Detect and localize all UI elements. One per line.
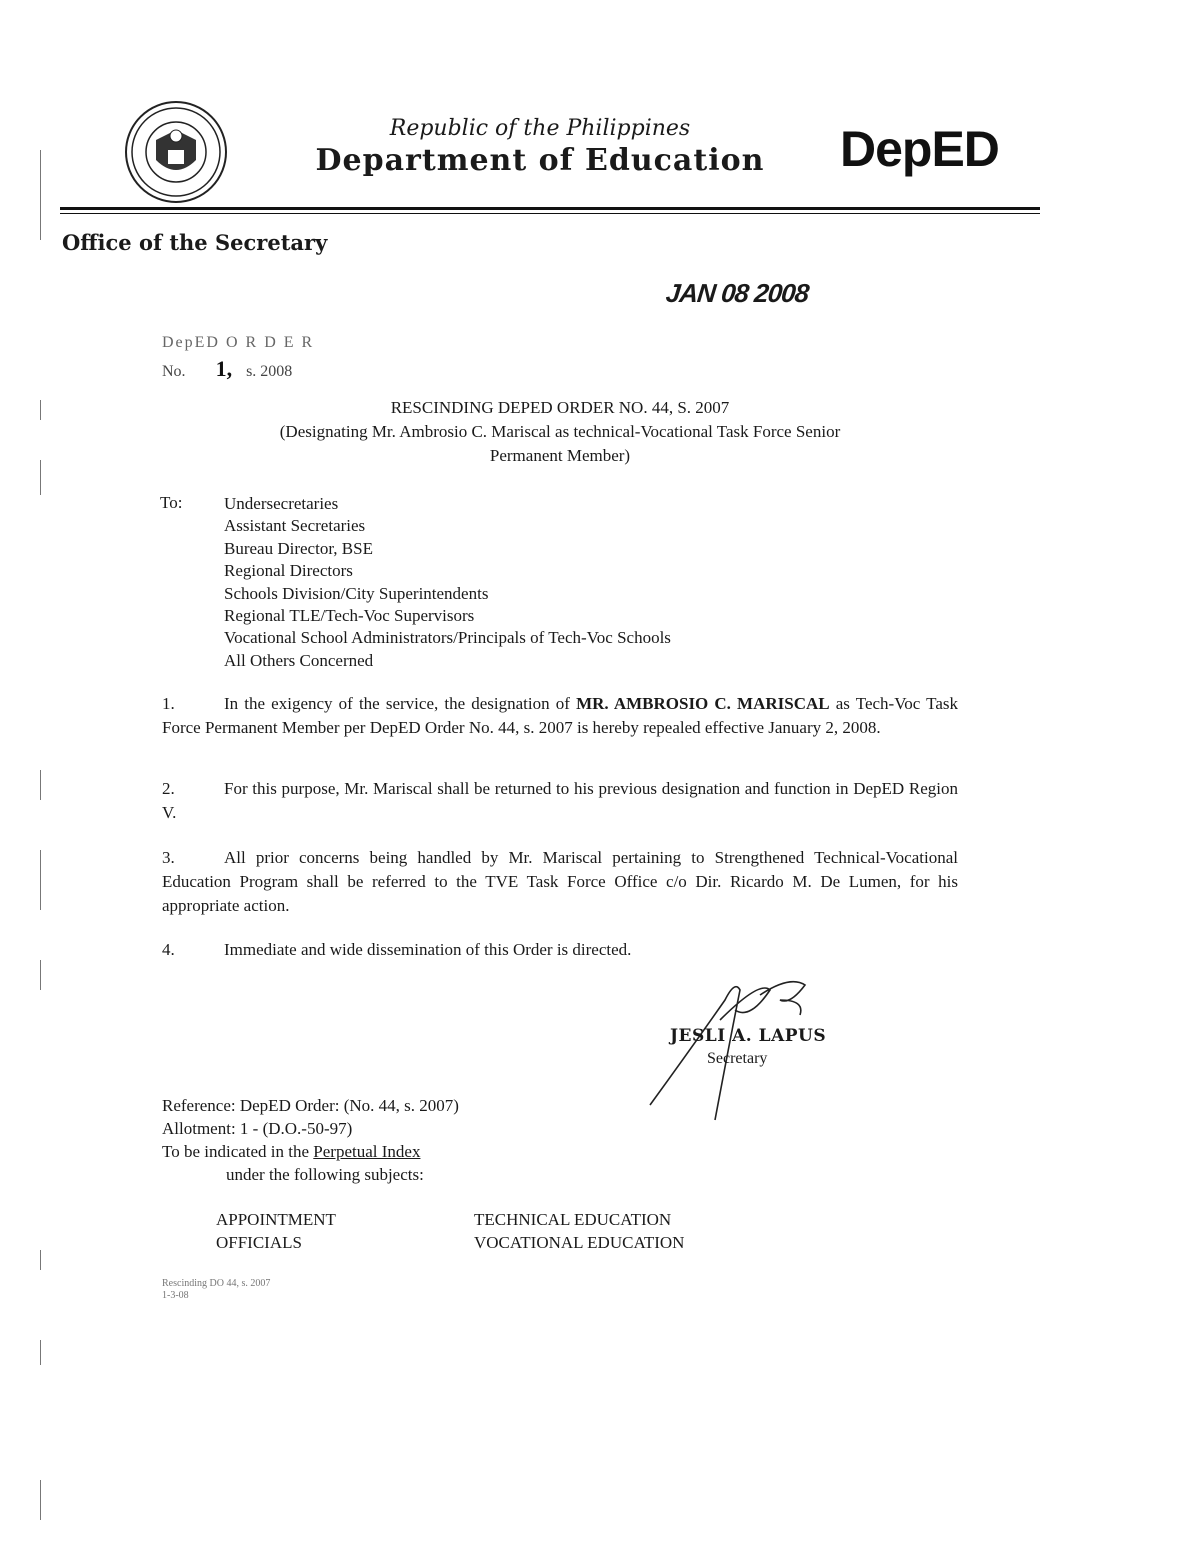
paragraph-text: Immediate and wide dissemination of this Order is directed. [224,940,632,959]
date-stamp: JAN 08 2008 [664,278,810,308]
reference-line: Reference: DepED Order: (No. 44, s. 2007) [162,1096,459,1115]
office-title: Office of the Secretary [62,230,328,255]
recipient-item: Schools Division/City Superintendents [224,583,489,603]
republic-heading: Republic of the Philippines [389,116,691,141]
subject-item: APPOINTMENT [216,1210,336,1229]
scan-artifact [40,960,41,990]
subjects-left [216,1208,336,1254]
subject-item: TECHNICAL EDUCATION [474,1210,672,1229]
scan-artifact [40,460,41,495]
file-date: 1-3-08 [162,1290,189,1301]
order-subtitle-line1: (Designating Mr. Ambrosio C. Mariscal as technical-Vocational Task Force Senior [279,422,841,441]
order-series: s. 2008 [246,363,293,380]
order-no-prefix: No. [162,363,186,380]
recipient-item: Undersecretaries [224,494,339,513]
paragraph-number: 1. [162,694,175,713]
paragraph-2 [162,777,958,825]
department-heading: Department of Education [315,143,765,178]
subject-item: OFFICIALS [216,1233,302,1252]
scan-artifact [40,150,41,240]
paragraph-text: as Tech-Voc Task Force Permanent Member per DepED Order No. 44, s. 2007 is hereby repealed effective January 2, 2008. [162,694,959,737]
allotment-line: Allotment: 1 - (D.O.-50-97) [162,1119,353,1138]
order-title: RESCINDING DEPED ORDER NO. 44, S. 2007 [390,398,730,417]
paragraph-number: 2. [162,779,175,798]
scan-artifact [40,1340,41,1365]
signatory-title: Secretary [707,1050,768,1067]
header-divider [60,207,1040,210]
order-label: DepED O R D E R [162,334,315,351]
signatory-name: JESLI A. LAPUS [670,1026,827,1046]
paragraph-text: In the exigency of the service, the designation of [224,694,570,713]
recipient-list [224,493,671,672]
paragraph-3 [162,846,958,918]
perpetual-index-text: Perpetual Index [313,1142,421,1161]
recipient-item: Assistant Secretaries [224,516,366,536]
paragraph-text: For this purpose, Mr. Mariscal shall be returned to his previous designation and function in DepED Region V. [162,779,958,822]
scan-artifact [40,1250,41,1270]
scan-artifact [40,770,41,800]
recipient-item: Vocational School Administrators/Principals of Tech-Voc Schools [224,628,671,648]
deped-seal-icon [124,100,228,204]
scan-artifact [40,850,41,910]
header-divider-thin [60,213,1040,214]
recipient-item: Regional Directors [224,561,353,581]
subjects-right [474,1208,684,1254]
paragraph-number: 4. [162,940,175,959]
recipient-item: All Others Concerned [224,650,374,670]
to-label: To: [160,493,183,512]
paragraph-1 [162,692,958,740]
order-number-value: 1, [215,356,233,381]
scan-artifact [40,1480,41,1520]
designee-name: MR. AMBROSIO C. MARISCAL [576,694,830,713]
scan-artifact [40,400,41,420]
recipient-item: Bureau Director, BSE [224,538,373,558]
paragraph-number: 3. [162,848,175,867]
paragraph-text: All prior concerns being handled by Mr. Mariscal pertaining to Strengthened Technical-Vocational Education Program shall be referred to the TVE Task Force Office c/o Dir. Ricardo M. De Lumen, for his appropriate action. [162,848,958,915]
order-number [162,356,292,382]
subject-item: VOCATIONAL EDUCATION [474,1233,685,1252]
indicated-prefix: To be indicated in the [162,1142,310,1161]
subjects-intro: under the following subjects: [226,1165,424,1184]
deped-logo: DepED [840,121,999,177]
paragraph-4 [162,938,958,962]
recipient-item: Regional TLE/Tech-Voc Supervisors [224,606,475,626]
perpetual-index-line [162,1142,420,1162]
file-reference: Rescinding DO 44, s. 2007 [162,1278,271,1289]
order-subtitle-line2: Permanent Member) [489,446,631,465]
